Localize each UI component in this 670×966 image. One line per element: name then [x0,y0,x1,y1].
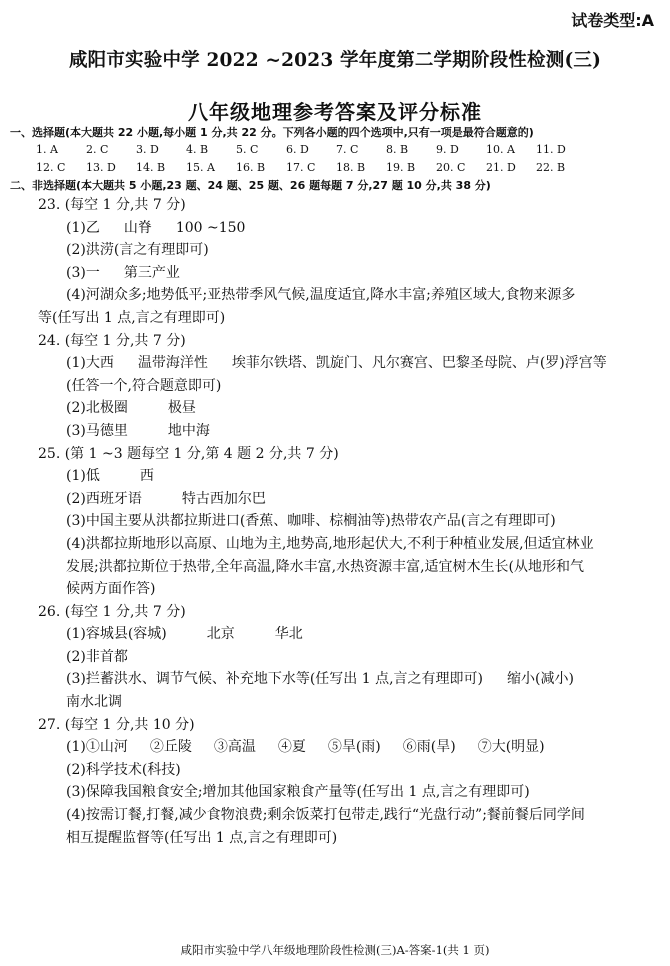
mc-answer: 5. C [236,143,259,156]
mc-answer: 1. A [36,143,58,156]
mc-answer: 9. D [436,143,459,156]
q27-line3: (3)保障我国粮食安全;增加其他国家粮食产量等(任写出 1 点,言之有理即可) [66,784,530,801]
q25-line3: (3)中国主要从洪都拉斯进口(香蕉、咖啡、棕榈油等)热带农产品(言之有理即可) [66,513,556,530]
q25-line4-cont2: 候两方面作答) [66,581,156,598]
mc-answer: 3. D [136,143,159,156]
mc-answer: 7. C [336,143,359,156]
mc-answer: 12. C [36,161,66,174]
q27-blank-answer: ⑥雨(旱) [402,739,456,756]
q27-heading: 27. (每空 1 分,共 10 分) [38,716,195,733]
q27-line2: (2)科学技术(科技) [66,761,181,778]
answer-key-subtitle: 八年级地理参考答案及评分标准 [188,100,482,124]
q26-line3: (3)拦蓄洪水、调节气候、补充地下水等(任写出 1 点,言之有理即可) 缩小(减小) [66,671,574,688]
q24-line2: (2)北极圈 极昼 [66,400,196,417]
q25-line4: (4)洪都拉斯地形以高原、山地为主,地势高,地形起伏大,不利于种植业发展,但适宜林业 [66,535,594,552]
q27-line1 [10,736,660,759]
q26-heading: 26. (每空 1 分,共 7 分) [38,603,186,620]
mc-answer: 14. B [136,161,166,174]
mc-answer: 15. A [186,161,215,174]
q26-line2: (2)非首都 [66,648,128,665]
q25-line2: (2)西班牙语 特古西加尔巴 [66,490,266,507]
q25-line1: (1)低 西 [66,468,154,485]
q25-line4-cont1: 发展;洪都拉斯位于热带,全年高温,降水丰富,水热资源丰富,适宜树木生长(从地形和气 [66,558,584,575]
q23-line2: (2)洪涝(言之有理即可) [66,242,209,259]
q24-heading: 24. (每空 1 分,共 7 分) [38,332,186,349]
section1-heading: 一、选择题(本大题共 22 小题,每小题 1 分,共 22 分。下列各小题的四个选项中,只有一项是最符合题意的) [10,126,534,139]
mc-answer: 22. B [536,161,566,174]
q27-blank-answer: ⑦大(明显) [477,739,545,756]
mc-answers-row-2 [10,159,660,177]
mc-answers-row-1 [10,141,660,159]
q24-line1: (1)大西 温带海洋性 埃菲尔铁塔、凯旋门、凡尔赛宫、巴黎圣母院、卢(罗)浮宫等 [66,355,607,372]
q26-line1: (1)容城县(容城) 北京 华北 [66,626,303,643]
mc-answer: 18. B [336,161,366,174]
exam-title: 咸阳市实验中学 2022 ~2023 学年度第二学期阶段性检测(三) [68,50,602,71]
mc-answer: 6. D [286,143,309,156]
mc-answer: 20. C [436,161,466,174]
q27-blank-answer: ③高温 [213,739,256,756]
mc-answer: 4. B [186,143,209,156]
mc-answer: 17. C [286,161,316,174]
q25-heading: 25. (第 1 ~3 题每空 1 分,第 4 题 2 分,共 7 分) [38,445,339,462]
q23-line4: (4)河湖众多;地势低平;亚热带季风气候,温度适宜,降水丰富;养殖区域大,食物来源多 [66,287,576,304]
section2-heading: 二、非选择题(本大题共 5 小题,23 题、24 题、25 题、26 题每题 7 分,27 题 10 分,共 38 分) [10,179,491,192]
q27-line4-cont: 相互提醒监督等(任写出 1 点,言之有理即可) [66,829,338,846]
q27-blank-answer: ⑤旱(雨) [327,739,381,756]
q23-heading: 23. (每空 1 分,共 7 分) [38,197,186,213]
q23-line4-cont: 等(任写出 1 点,言之有理即可) [38,309,226,326]
q24-line3: (3)马德里 地中海 [66,422,210,439]
q26-line3-cont: 南水北调 [66,694,122,711]
mc-answer: 19. B [386,161,416,174]
q23-line3: (3)一 第三产业 [66,264,180,281]
q24-line1-cont: (任答一个,符合题意即可) [66,377,222,394]
q23-line1: (1)乙 山脊 100 ~150 [66,219,246,236]
mc-answer: 16. B [236,161,266,174]
q27-blank-answer: (1)①山河 [66,739,128,756]
q27-blank-answer: ④夏 [277,739,306,756]
mc-answer: 13. D [86,161,116,174]
mc-answer: 10. A [486,143,515,156]
mc-answer: 11. D [536,143,566,156]
q27-line4: (4)按需订餐,打餐,减少食物浪费;剩余饭菜打包带走,践行“光盘行动”;餐前餐后同学间 [66,807,585,824]
q27-blank-answer: ②丘陵 [149,739,192,756]
mc-answer: 21. D [486,161,516,174]
answer-body [10,124,660,849]
mc-answer: 2. C [86,143,109,156]
paper-type-label: 试卷类型:A [571,11,654,30]
page-footer: 咸阳市实验中学八年级地理阶段性检测(三)A-答案-1(共 1 页) [180,943,490,957]
mc-answer: 8. B [386,143,409,156]
